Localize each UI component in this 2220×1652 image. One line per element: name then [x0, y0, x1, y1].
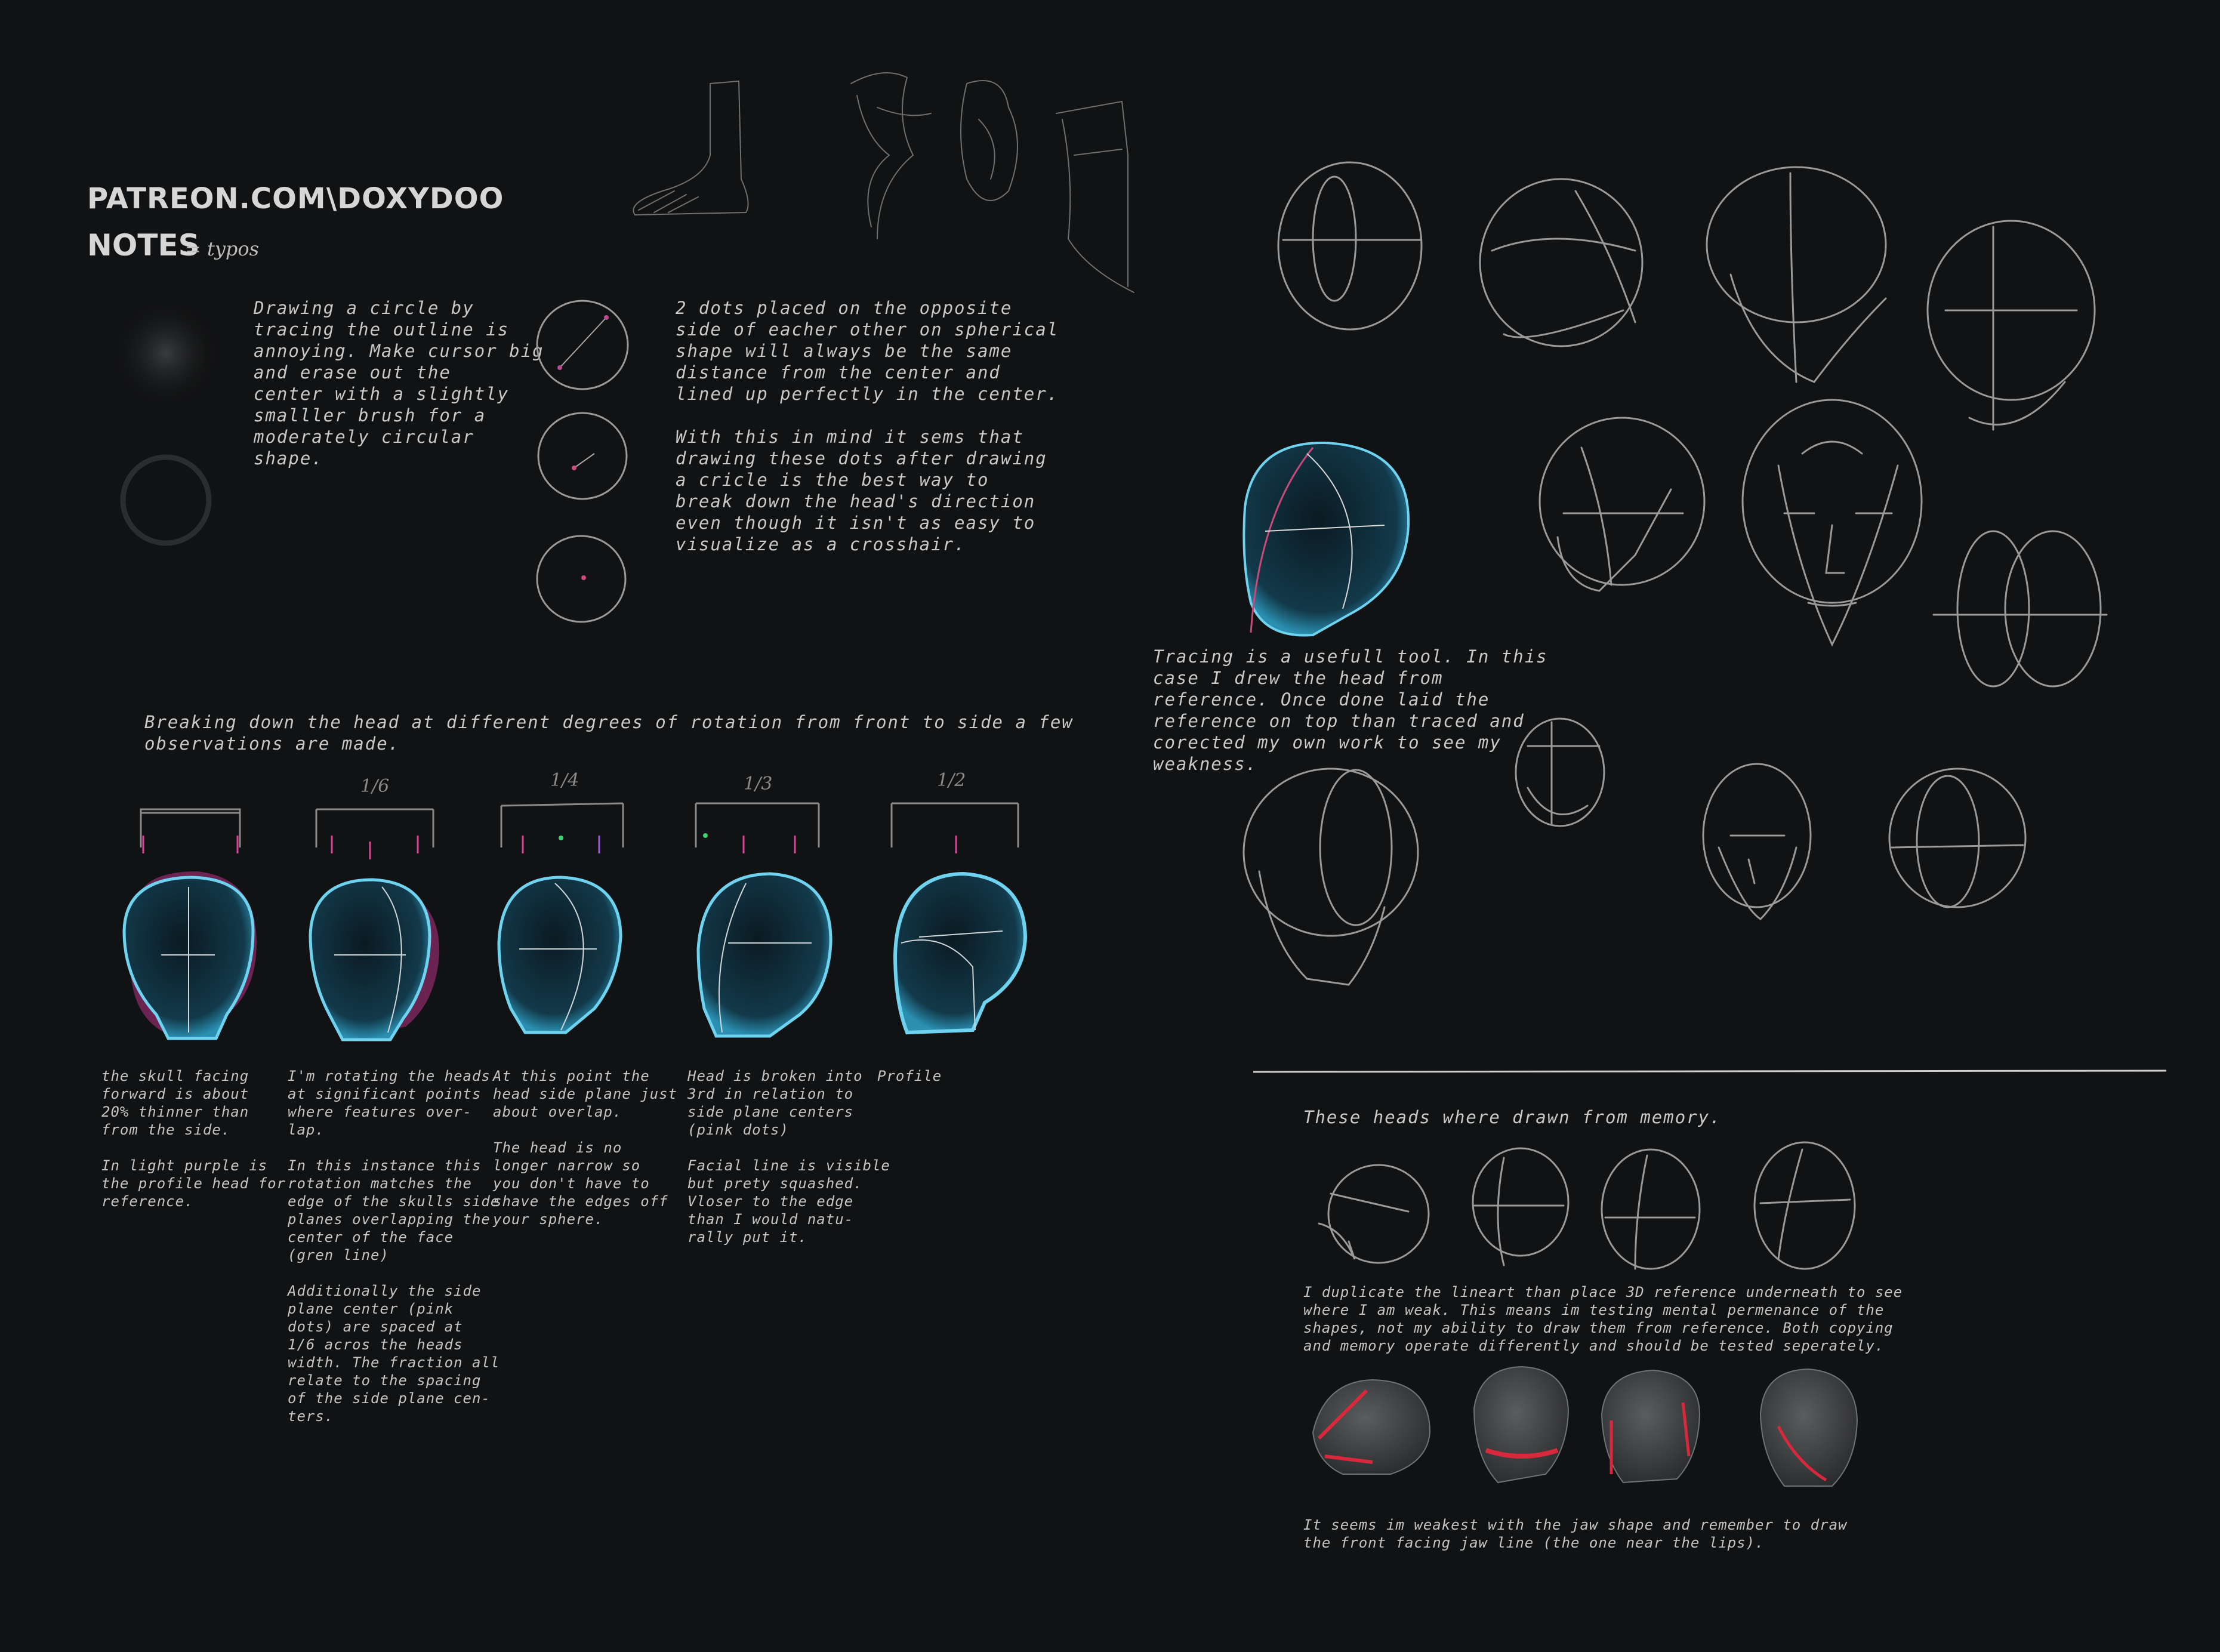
- notes-title: NOTES: [87, 228, 200, 263]
- soft-circle-brush: [112, 300, 220, 407]
- head-front: [124, 809, 257, 1038]
- memory-head-sketch: [1602, 1149, 1700, 1269]
- fraction-label-1-3: 1/3: [744, 773, 773, 794]
- dot-circle-2: [538, 413, 627, 499]
- dots-note-paragraph-2: With this in mind it sems that drawing these dots after drawing a cricle is the best way to break down the head's direction even though it isn't as easy to visualize as a crosshair.: [676, 427, 1047, 554]
- foot-sketch: [633, 81, 748, 215]
- memory-3d-head: [1313, 1380, 1430, 1474]
- memory-sketches: [1319, 1142, 1855, 1269]
- erased-circle-ring: [123, 457, 209, 543]
- caption-one-quarter: At this point the head side plane just about overlap. The head is no longer narrow so you don't have to shave the edges off your sphere.: [493, 1068, 677, 1228]
- memory-3d-head: [1760, 1369, 1857, 1486]
- head-sketch: [1244, 769, 1418, 985]
- head-sketch: [1516, 719, 1604, 826]
- fraction-label-1-2: 1/2: [937, 770, 966, 791]
- leg-sketch: [1056, 101, 1134, 292]
- fraction-label-1-4: 1/4: [550, 770, 579, 791]
- head-one-quarter: [499, 803, 623, 1032]
- head-sketch: [1934, 531, 2107, 686]
- dot-circle-3: [537, 536, 625, 622]
- caption-profile: Profile: [877, 1068, 942, 1084]
- head-sketch: [1889, 769, 2025, 907]
- memory-title: These heads where drawn from memory.: [1303, 1107, 1722, 1127]
- dot-circle-1: [537, 301, 628, 389]
- head-sketch: [1928, 221, 2095, 430]
- section-divider: [1253, 1071, 2166, 1072]
- patreon-brand: PATREON.COM\DOXYDOO: [87, 182, 504, 215]
- head-sketch: [1278, 162, 1422, 329]
- head-profile: [892, 803, 1025, 1032]
- circle-drawing-tip: Drawing a circle by tracing the outline is annoying. Make cursor big and erase out the center with a slightly smalller brush for a moderately circular shape.: [254, 298, 544, 469]
- head-sketch: [1743, 400, 1922, 645]
- typos-legend: = typos: [185, 238, 260, 260]
- head-sketch: [1540, 418, 1704, 591]
- memory-3d-head: [1474, 1367, 1568, 1483]
- caption-one-third: Head is broken into 3rd in relation to side plane centers (pink dots) Facial line is visible but prety squashed. Vloser to the edge than I would natu- rally put it.: [687, 1068, 890, 1246]
- caption-front: the skull facing forward is about 20% thinner than from the side. In light purple is the profile head for reference.: [101, 1068, 286, 1210]
- traced-reference-head: [1244, 443, 1408, 636]
- memory-head-sketch: [1755, 1142, 1855, 1269]
- memory-head-sketch: [1319, 1165, 1429, 1263]
- head-sketch: [1480, 179, 1642, 346]
- rotation-intro: Breaking down the head at different degrees of rotation from front to side a few observations are made.: [144, 712, 1074, 754]
- dots-note-paragraph-1: 2 dots placed on the opposite side of eacher other on spherical shape will always be the same distance from the center and lined up perfectly in the center.: [676, 298, 1059, 404]
- memory-description: I duplicate the lineart than place 3D reference underneath to see where I am weak. This means im testing mental permenance of the shapes, not my ability to draw them from reference. Both copying and memory operate differently and should be tested seperately.: [1303, 1284, 1903, 1354]
- memory-3d-head: [1602, 1370, 1700, 1483]
- head-one-third: [696, 803, 831, 1036]
- tracing-note: Tracing is a usefull tool. In this case I drew the head from reference. Once done laid the reference on top than traced and corected my own work to see my weakness.: [1153, 646, 1548, 774]
- head-one-sixth: [310, 809, 439, 1040]
- head-sketch: [1707, 167, 1886, 382]
- caption-one-sixth: I'm rotating the heads at significant points where features over- lap. In this instance this rotation matches the edge of the skulls side planes overlapping the center of the face (gren line) Additionally the side plane center (pink dots) are spaced at 1/6 acros the heads width. The fraction all relate to the spacing of the side plane cen- ters.: [288, 1068, 500, 1425]
- torso-sketch-1: [851, 73, 931, 239]
- head-sketch: [1703, 764, 1811, 919]
- torso-sketch-2: [961, 81, 1018, 201]
- memory-3d-heads: [1313, 1367, 1857, 1486]
- memory-head-sketch: [1473, 1148, 1568, 1265]
- fraction-label-1-6: 1/6: [360, 776, 390, 797]
- memory-conclusion: It seems im weakest with the jaw shape and remember to draw the front facing jaw line (the one near the lips).: [1303, 1517, 1848, 1551]
